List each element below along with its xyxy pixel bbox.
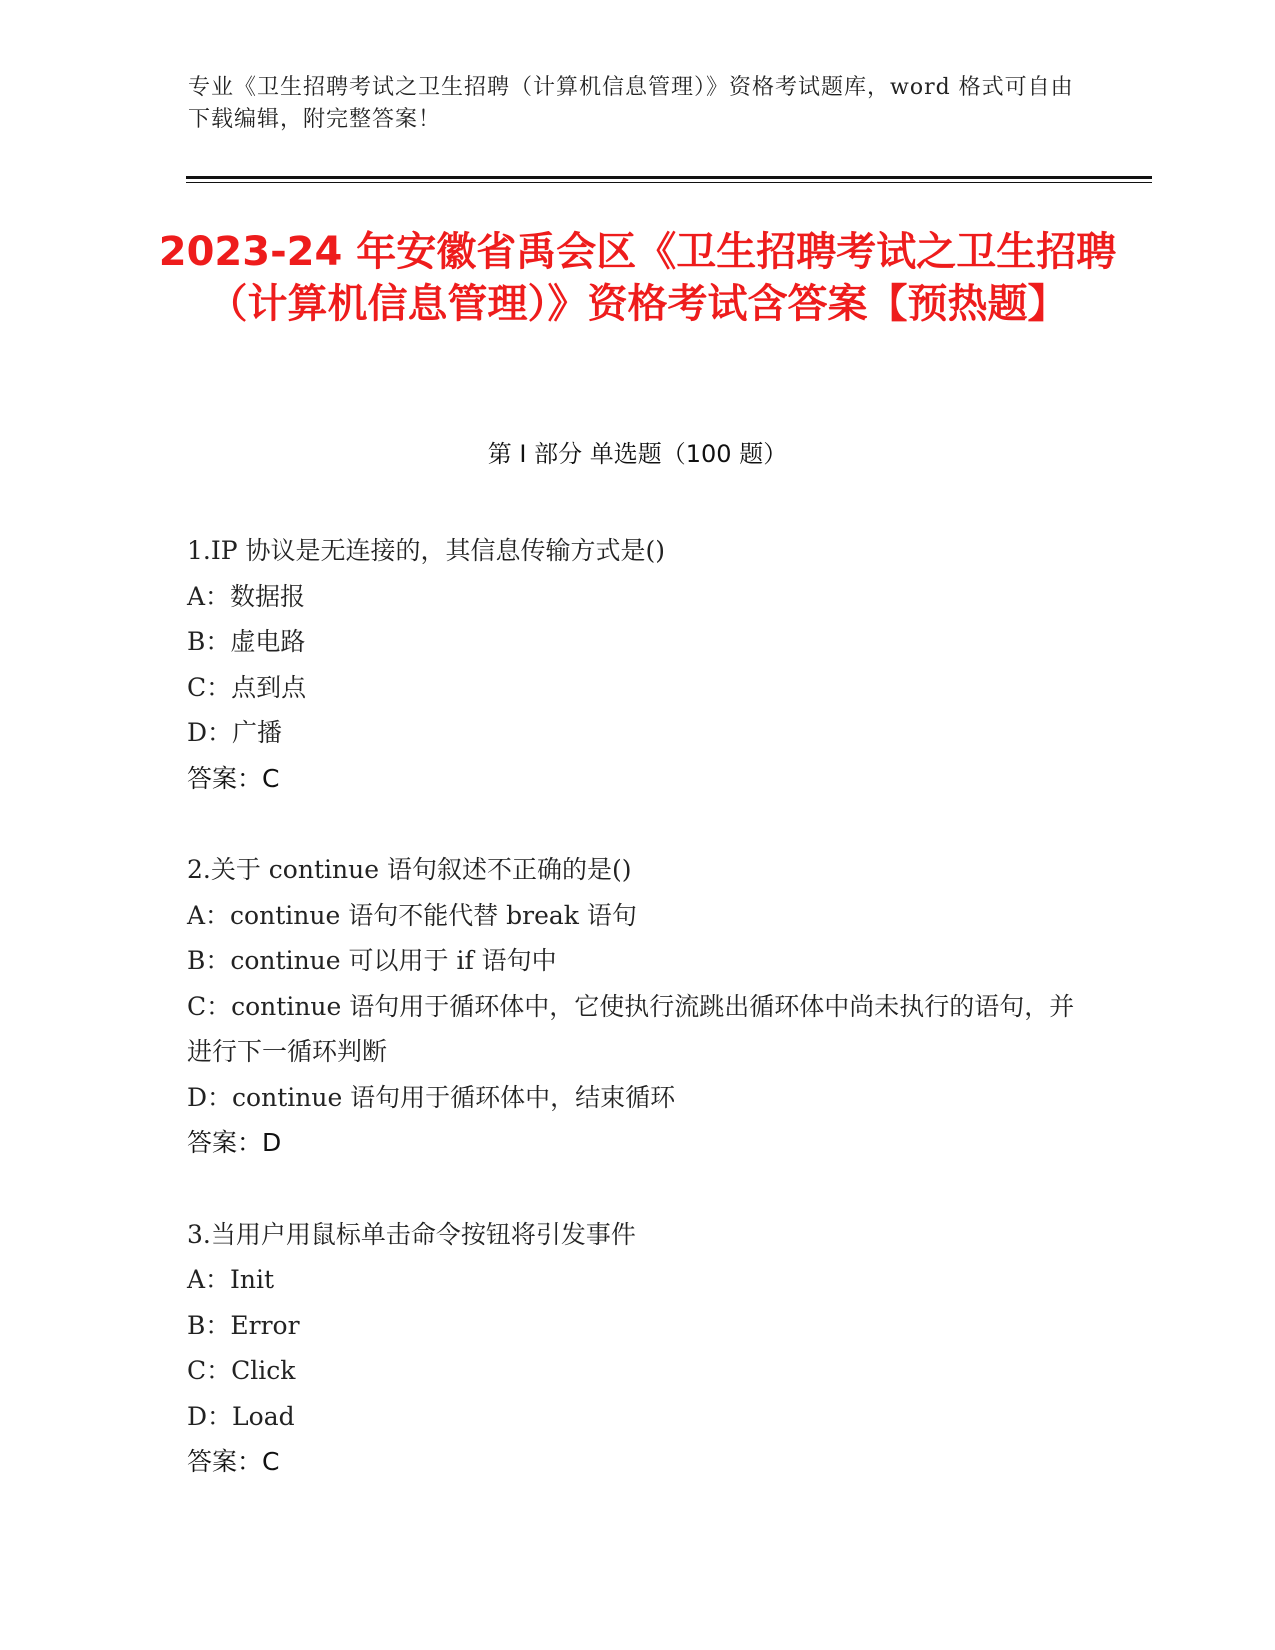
- answer: 答案：C: [187, 763, 280, 793]
- option-a: A：continue 语句不能代替 break 语句: [187, 900, 637, 930]
- option-c: C：点到点: [187, 672, 307, 702]
- answer: 答案：C: [187, 1447, 280, 1476]
- question-2: [187, 847, 1087, 1166]
- question-3: [187, 1212, 1087, 1485]
- option-c: C：Click: [187, 1356, 296, 1385]
- option-a: A：数据报: [187, 581, 306, 611]
- document-title: 2023-24 年安徽省禹会区《卫生招聘考试之卫生招聘（计算机信息管理）》资格考试含答案【预热题】: [158, 229, 1117, 327]
- question-list: [187, 528, 1087, 1531]
- question-stem: 2.关于 continue 语句叙述不正确的是(): [187, 855, 632, 884]
- question-stem: 3.当用户用鼠标单击命令按钮将引发事件: [187, 1219, 636, 1249]
- option-d: D：广播: [187, 718, 283, 747]
- option-c: C：continue 语句用于循环体中，它使执行流跳出循环体中尚未执行的语句，并进行下一循环判断: [187, 991, 1075, 1066]
- answer: 答案：D: [187, 1128, 282, 1157]
- option-b: B：continue 可以用于 if 语句中: [187, 946, 557, 975]
- option-d: D：continue 语句用于循环体中，结束循环: [187, 1082, 676, 1112]
- header-note: 专业《卫生招聘考试之卫生招聘（计算机信息管理）》资格考试题库，word 格式可自由下载编辑，附完整答案！: [188, 75, 1074, 132]
- question-1: [187, 528, 1087, 801]
- header-divider: [186, 176, 1152, 179]
- header-divider-thin: [186, 182, 1152, 183]
- option-d: D：Load: [187, 1401, 295, 1431]
- option-b: B：虚电路: [187, 627, 306, 656]
- option-a: A：Init: [187, 1265, 275, 1294]
- question-stem: 1.IP 协议是无连接的，其信息传输方式是(): [187, 536, 666, 565]
- section-heading: 第 I 部分 单选题（100 题）: [487, 440, 788, 468]
- option-b: B：Error: [187, 1310, 300, 1340]
